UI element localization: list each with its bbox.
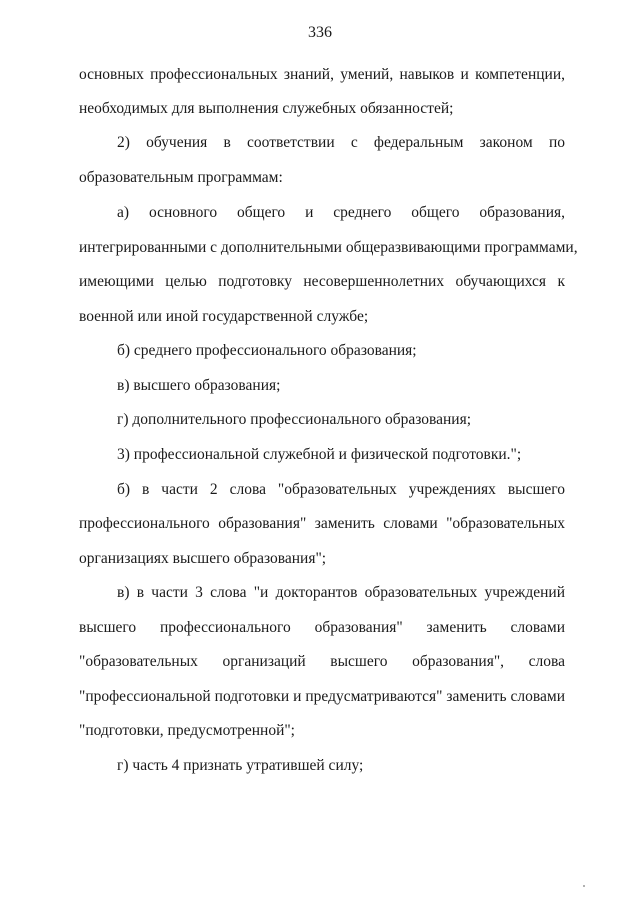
text-line: в) в части 3 слова "и докторантов образовательных учреждений [117,584,565,601]
text-line: г) дополнительного профессионального образования; [117,411,472,428]
text-line: имеющими целью подготовку несовершеннолетних обучающихся к [79,273,565,290]
text-line: профессионального образования" заменить словами "образовательных [79,515,565,532]
page-number: 336 [308,24,332,41]
text-line: а) основного общего и среднего общего образования, [117,204,565,221]
text-line: б) в части 2 слова "образовательных учреждениях высшего [117,481,565,498]
text-line: основных профессиональных знаний, умений, навыков и компетенции, [79,66,565,83]
text-line: "подготовки, предусмотренной"; [79,722,295,739]
text-line: 2) обучения в соответствии с федеральным законом по [117,134,565,151]
text-line: "образовательных организаций высшего образования", слова [79,653,565,670]
scan-speck [583,885,585,887]
text-line: "профессиональной подготовки и предусматриваются" заменить словами [79,688,565,705]
text-line: образовательным программам: [79,169,283,186]
text-line: военной или иной государственной службе; [79,308,369,325]
text-line: необходимых для выполнения служебных обязанностей; [79,100,454,117]
text-line: б) среднего профессионального образования; [117,342,417,359]
text-line: интегрированными с дополнительными общеразвивающими программами, [79,239,578,256]
text-line: высшего профессионального образования" заменить словами [79,619,565,636]
text-line: 3) профессиональной служебной и физической подготовки."; [117,446,522,463]
text-line: организациях высшего образования"; [79,550,327,567]
text-line: в) высшего образования; [117,377,281,394]
text-line: г) часть 4 признать утратившей силу; [117,757,364,774]
